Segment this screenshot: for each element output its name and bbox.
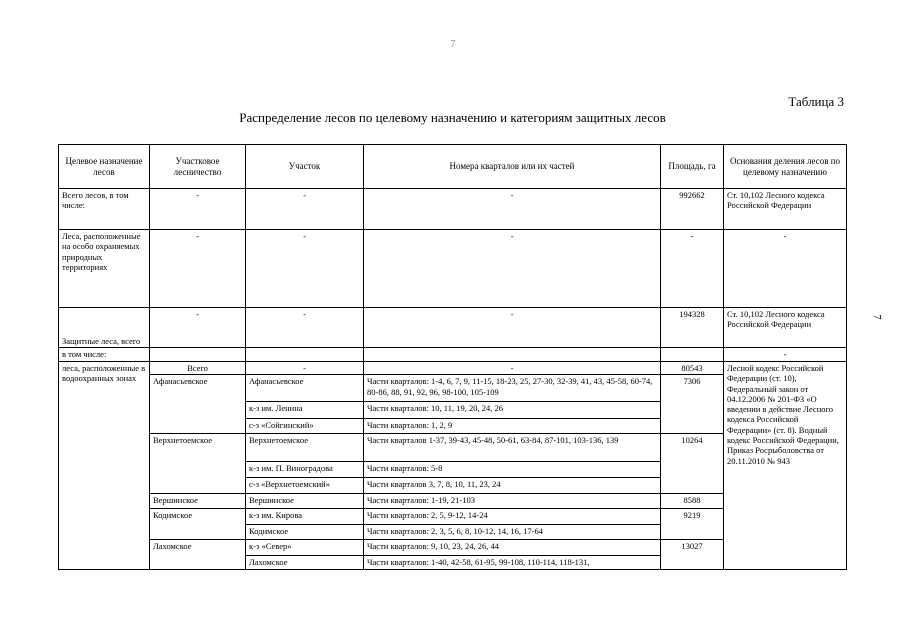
header-basis: Основания деления лесов по целевому назначению (724, 145, 847, 189)
cell-basis: Лесной кодекс Российской Федерации (ст. 10), Федеральный закон от 04.12.2006 № 201-ФЗ «О введении в действие Лесного кодекса Российской Федерации» (ст. 8). Водный кодекс Российской Федерации, Приказ Росрыболовства от 20.11.2010 № 943 (724, 362, 847, 570)
table-label: Таблица 3 (788, 94, 844, 109)
cell-plot: Кодимское (246, 525, 364, 540)
cell-forestry: Кодимское (150, 509, 246, 540)
cell-area: 7306 (661, 375, 724, 434)
cell-basis: Ст. 10,102 Лесного кодекса Российской Федерации (724, 189, 847, 230)
header-forestry: Участковое лесничество (150, 145, 246, 189)
table-row-protective (59, 308, 847, 348)
cell-quarters: Части кварталов: 5-8 (364, 462, 661, 478)
cell-forestry (150, 348, 246, 362)
cell-forestry: Лахомское (150, 540, 246, 570)
cell-quarters: Части кварталов: 1, 2, 9 (364, 419, 661, 434)
cell-quarters: Части кварталов: 9, 10, 23, 24, 26, 44 (364, 540, 661, 556)
cell-quarters: Части кварталов: 10, 11, 19, 20, 24, 26 (364, 402, 661, 419)
cell-quarters: Части кварталов: 2, 3, 5, 6, 8, 10-12, 14, 16, 17-64 (364, 525, 661, 540)
cell-forestry: Вершинское (150, 494, 246, 509)
cell-plot: - (246, 230, 364, 308)
cell-plot: - (246, 308, 364, 348)
cell-plot: с-з «Верхнетоемский» (246, 478, 364, 494)
cell-quarters: Части кварталов: 1-40, 42-58, 61-95, 99-108, 110-114, 118-131, (364, 556, 661, 570)
cell-basis: Ст. 10,102 Лесного кодекса Российской Федерации (724, 308, 847, 348)
header-row (59, 145, 847, 189)
cell-plot (246, 348, 364, 362)
table-row-including (59, 348, 847, 362)
cell-plot: к-з им. П. Виноградова (246, 462, 364, 478)
cell-forestry: - (150, 189, 246, 230)
table-row-protected-areas (59, 230, 847, 308)
cell-forestry: - (150, 308, 246, 348)
cell-purpose: Всего лесов, в том числе: (59, 189, 150, 230)
cell-forestry: Афанасьевское (150, 375, 246, 434)
cell-area (661, 348, 724, 362)
header-quarters: Номера кварталов или их частей (364, 145, 661, 189)
cell-plot: Лахомское (246, 556, 364, 570)
cell-quarters: - (364, 189, 661, 230)
cell-area: 10264 (661, 434, 724, 494)
cell-forestry: Всего (150, 362, 246, 375)
header-purpose: Целевое назначение лесов (59, 145, 150, 189)
cell-area: 80543 (661, 362, 724, 375)
cell-purpose: в том числе: (59, 348, 150, 362)
forest-distribution-table (58, 144, 847, 570)
cell-plot: к-з им. Ленина (246, 402, 364, 419)
cell-plot: к-з им. Кирова (246, 509, 364, 525)
cell-area: 992662 (661, 189, 724, 230)
header-area: Площадь, га (661, 145, 724, 189)
cell-quarters: Части кварталов: 1-19, 21-103 (364, 494, 661, 509)
cell-area: 194328 (661, 308, 724, 348)
table-title: Распределение лесов по целевому назначению и категориям защитных лесов (239, 110, 666, 125)
cell-area: 9219 (661, 509, 724, 540)
cell-basis: - (724, 230, 847, 308)
cell-plot: Вершинское (246, 494, 364, 509)
cell-area: 13027 (661, 540, 724, 570)
cell-area: - (661, 230, 724, 308)
cell-plot: Верхнетоемское (246, 434, 364, 462)
cell-quarters: Части кварталов 1-37, 39-43, 45-48, 50-61, 63-84, 87-101, 103-136, 139 (364, 434, 661, 462)
cell-plot: Афанасьевское (246, 375, 364, 402)
table-row-total (59, 189, 847, 230)
cell-area: 8588 (661, 494, 724, 509)
cell-plot: к-з «Север» (246, 540, 364, 556)
cell-quarters (364, 348, 661, 362)
cell-purpose: Леса, расположенные на особо охраняемых природных территориях (59, 230, 150, 308)
cell-basis: - (724, 348, 847, 362)
cell-plot: с-з «Сойгинский» (246, 419, 364, 434)
cell-purpose: Защитные леса, всего (59, 308, 150, 348)
cell-plot: - (246, 189, 364, 230)
table-row-water-total (59, 362, 847, 375)
cell-quarters: - (364, 362, 661, 375)
cell-forestry: Верхнетоемское (150, 434, 246, 494)
cell-quarters: - (364, 308, 661, 348)
cell-quarters: - (364, 230, 661, 308)
cell-quarters: Части кварталов 3, 7, 8, 10, 11, 23, 24 (364, 478, 661, 494)
header-plot: Участок (246, 145, 364, 189)
page-number-side: 7 (871, 314, 882, 320)
page-number-top: 7 (450, 39, 456, 50)
cell-quarters: Части кварталов: 1-4, 6, 7, 9, 11-15, 18-23, 25, 27-30, 32-39, 41, 43, 45-58, 60-74, 80-86, 88, 91, 92, 96, 98-100, 105-109 (364, 375, 661, 402)
cell-purpose: леса, расположенные в водоохранных зонах (59, 362, 150, 570)
cell-forestry: - (150, 230, 246, 308)
cell-plot: - (246, 362, 364, 375)
cell-quarters: Части кварталов: 2, 5, 9-12, 14-24 (364, 509, 661, 525)
